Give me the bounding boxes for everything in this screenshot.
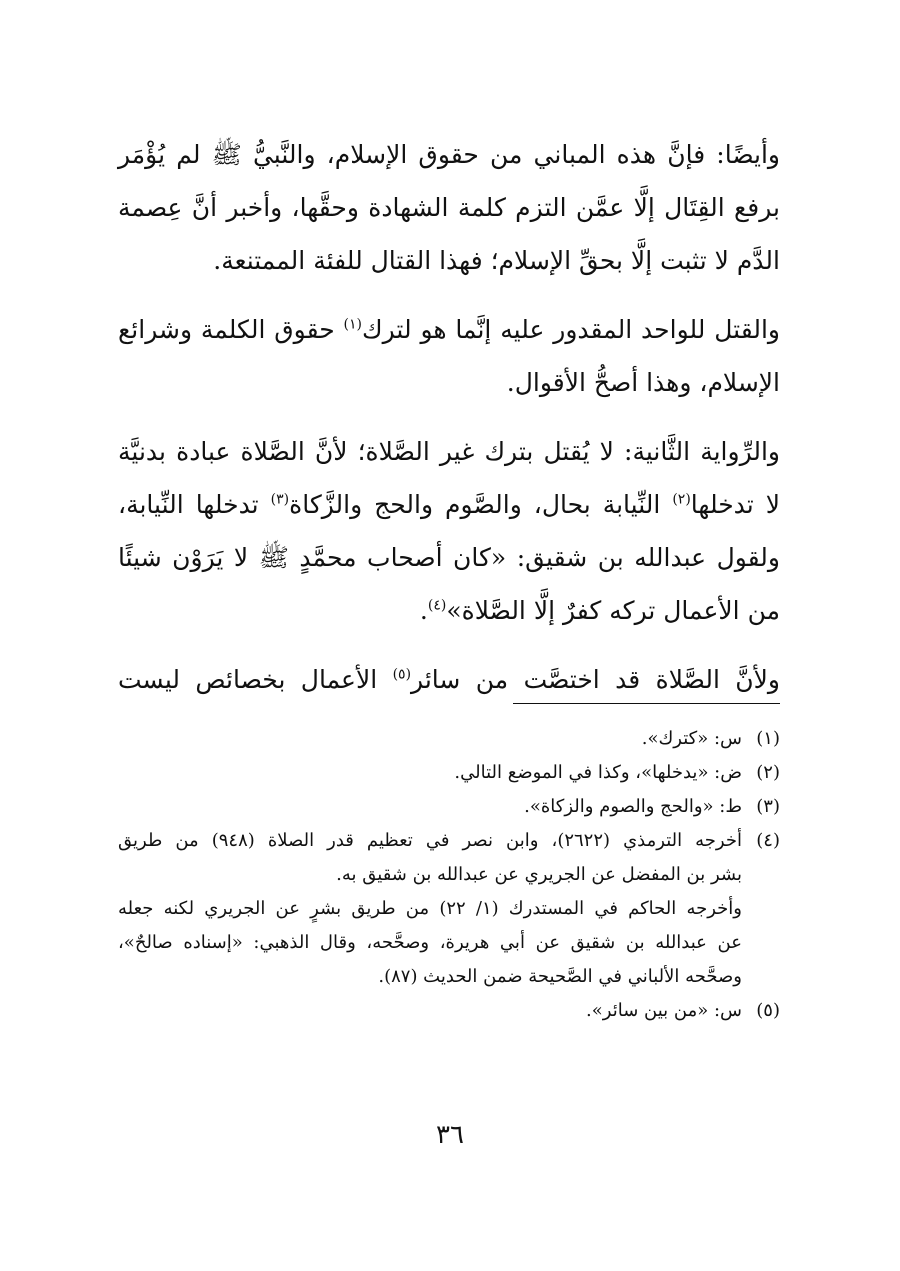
paragraph-1	[118, 128, 780, 287]
footnote-number: (٥)	[756, 1000, 780, 1021]
footnote-line: أخرجه الترمذي (٢٦٢٢)، وابن نصر في تعظيم قدر الصلاة (٩٤٨) من طريق	[118, 830, 742, 851]
footnote-line: س: «من بين سائر».	[586, 1000, 742, 1021]
footnote-number: (٢)	[756, 762, 780, 783]
footnote-number: (١)	[756, 728, 780, 749]
footnote-text	[118, 994, 742, 1028]
paragraph-text: تدخلها النِّيابة، ولقول عبدالله بن شقيق: «كان أصحاب محمَّدٍ ﷺ لا يَرَوْن شيئًا من الأعمال تركه كفرٌ إلَّا الصَّلاة»	[118, 490, 780, 625]
footnote-number: (٤)	[756, 830, 780, 851]
paragraph-3	[118, 425, 780, 637]
paragraph-text: ولأنَّ الصَّلاة قد اختصَّت من سائر	[411, 665, 780, 694]
footnote-text	[118, 790, 742, 824]
footnote-ref: (٣)	[270, 491, 290, 508]
paragraph-text: والقتل للواحد المقدور عليه إنَّما هو لترك	[362, 315, 781, 344]
main-text-block	[118, 128, 780, 706]
paragraph-text: النِّيابة بحال، والصَّوم والحج والزَّكاة	[289, 490, 673, 519]
footnote-line: ط: «والحج والصوم والزكاة».	[524, 796, 742, 817]
footnote-text	[118, 756, 742, 790]
footnote-number: (٣)	[756, 796, 780, 817]
paragraph-2	[118, 303, 780, 409]
paragraph-4	[118, 653, 780, 706]
paragraph-text: وأيضًا: فإنَّ هذه المباني من حقوق الإسلام، والنَّبيُّ ﷺ لم يُؤْمَر برفع القِتَال إلَّا عمَّن التزم كلمة الشهادة وحقَّها، وأخبر أنَّ عِصمة الدَّم لا تثبت إلَّا بحقِّ الإسلام؛ فهذا القتال للفئة الممتنعة.	[118, 140, 780, 275]
page-number: ٣٦	[436, 1120, 464, 1150]
footnotes-list	[118, 722, 780, 1028]
footnote-divider	[513, 703, 780, 704]
footnote-ref: (٤)	[427, 597, 447, 614]
footnote-line: وأخرجه الحاكم في المستدرك (١/ ٢٢) من طريق بشرٍ عن الجريري لكنه جعله	[118, 898, 742, 919]
footnote-line: س: «كترك».	[641, 728, 742, 749]
footnote-ref: (٢)	[672, 491, 691, 508]
footnote-item	[118, 722, 780, 756]
footnote-text	[118, 824, 742, 994]
footnote-ref: (١)	[343, 316, 363, 333]
footnote-ref: (٥)	[392, 666, 412, 683]
footnote-line: ض: «يدخلها»، وكذا في الموضع التالي.	[454, 762, 742, 783]
footnote-line: عن عبدالله بن شقيق عن أبي هريرة، وصحَّحه، وقال الذهبي: «إسناده صالحٌ»،	[118, 932, 742, 953]
footnote-item	[118, 790, 780, 824]
footnote-item	[118, 756, 780, 790]
paragraph-text: .	[419, 596, 428, 625]
paragraph-text: والرِّواية الثَّانية: لا يُقتل بترك غير الصَّلاة؛ لأنَّ الصَّلاة عبادة بدنيَّة لا تدخلها	[118, 437, 780, 519]
footnote-item	[118, 824, 780, 994]
paragraph-text: حقوق الكلمة وشرائع الإسلام، وهذا أصحُّ الأقوال.	[118, 315, 780, 397]
footnote-text	[118, 722, 742, 756]
footnote-line: بشر بن المفضل عن الجريري عن عبدالله بن شقيق به.	[336, 864, 742, 885]
footnote-item	[118, 994, 780, 1028]
footnote-line: وصحَّحه الألباني في الصَّحيحة ضمن الحديث (٨٧).	[378, 966, 742, 987]
paragraph-text: الأعمال بخصائص ليست	[118, 665, 393, 694]
